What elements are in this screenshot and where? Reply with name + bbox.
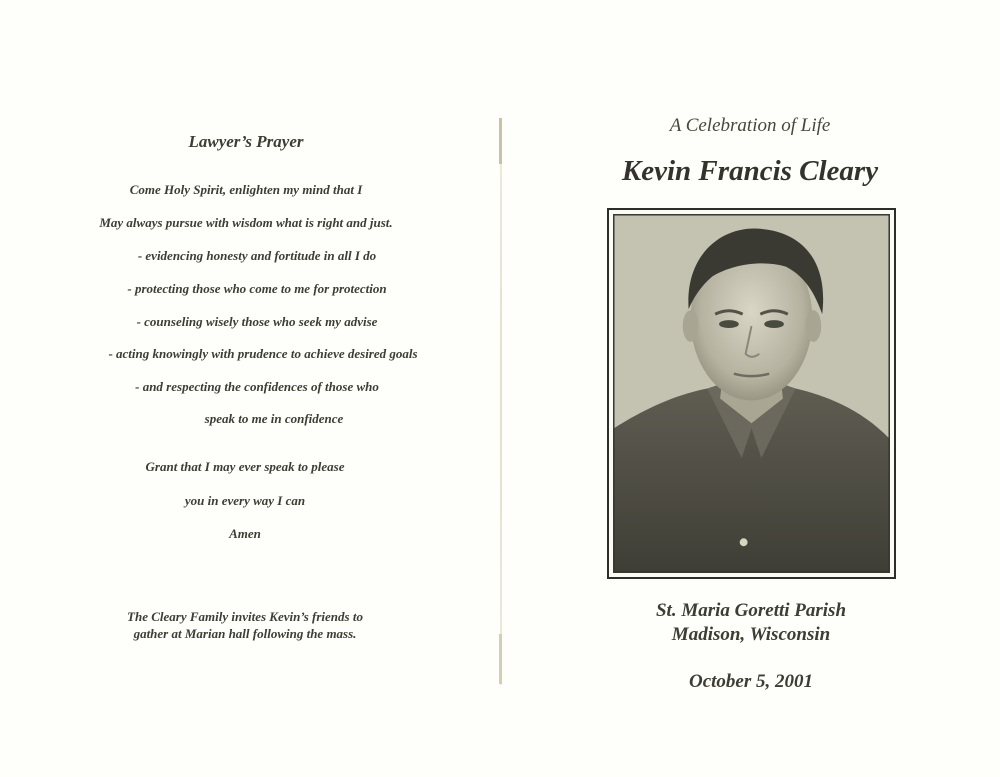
center-fold: [500, 120, 502, 685]
invitation-line: gather at Marian hall following the mass.: [133, 626, 357, 641]
portrait-frame: [607, 208, 896, 579]
prayer-amen: Amen: [229, 526, 261, 541]
parish-location: Madison, Wisconsin: [671, 624, 831, 645]
prayer-line: - counseling wisely those who seek my advise: [136, 314, 378, 329]
portrait-photo: [613, 214, 890, 573]
deceased-name: Kevin Francis Cleary: [621, 155, 879, 187]
prayer-line: speak to me in confidence: [204, 411, 344, 426]
prayer-line: - evidencing honesty and fortitude in all I do: [137, 248, 377, 263]
service-date: October 5, 2001: [688, 671, 814, 692]
prayer-line: - and respecting the confidences of those who: [135, 379, 379, 394]
prayer-line: May always pursue with wisdom what is right and just.: [99, 215, 393, 230]
invitation-line: The Cleary Family invites Kevin’s friends to: [127, 609, 363, 624]
prayer-line: - protecting those who come to me for protection: [127, 281, 387, 296]
prayer-line: Grant that I may ever speak to please: [145, 459, 345, 474]
prayer-line: Come Holy Spirit, enlighten my mind that I: [129, 182, 363, 197]
prayer-title: Lawyer’s Prayer: [188, 132, 304, 151]
prayer-line: - acting knowingly with prudence to achieve desired goals: [108, 346, 418, 361]
portrait-illustration: [614, 215, 889, 572]
prayer-line: you in every way I can: [184, 493, 306, 508]
celebration-heading: A Celebration of Life: [669, 115, 831, 136]
parish-name: St. Maria Goretti Parish: [655, 600, 847, 621]
